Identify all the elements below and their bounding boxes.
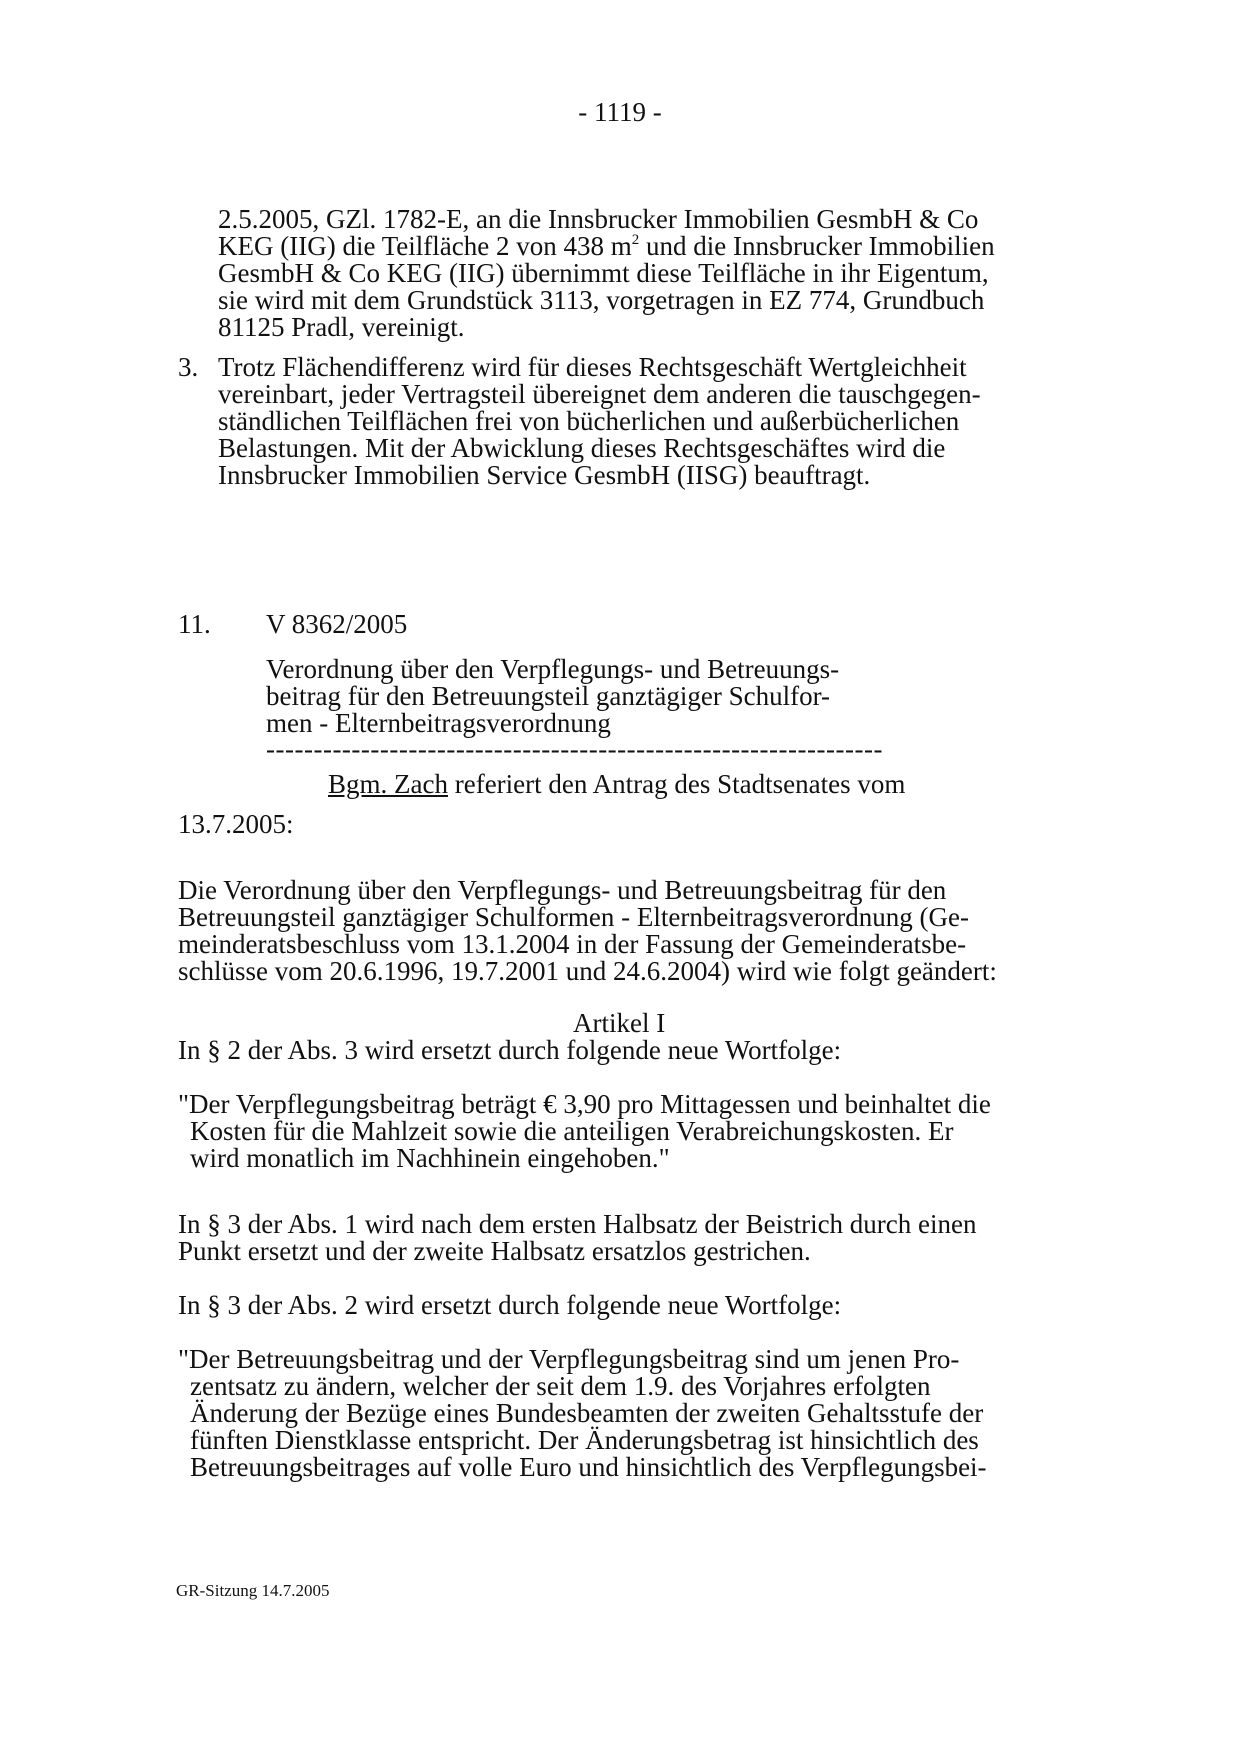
quote2-line-4: fünften Dienstklasse entspricht. Der Änderungsbetrag ist hinsichtlich des (190, 1425, 979, 1455)
separator-line: ----------------------------------------------------------------- (266, 734, 883, 764)
quote2-line-5: Betreuungsbeitrages auf volle Euro und hinsichtlich des Verpflegungsbei- (190, 1452, 987, 1482)
intro-line-2: Betreuungsteil ganztägiger Schulformen - Elternbeitragsverordnung (Ge- (178, 902, 969, 932)
page-number: - 1119 - (578, 97, 662, 127)
agenda-title-line-3: men - Elternbeitragsverordnung (266, 708, 611, 738)
item3-line-2: vereinbart, jeder Vertragsteil übereignet dem anderen die tauschgegen- (218, 379, 981, 409)
item2-line-1: 2.5.2005, GZl. 1782-E, an die Innsbrucker Immobilien GesmbH & Co (218, 204, 979, 234)
report-date: 13.7.2005: (178, 809, 294, 839)
agenda-item-number: 11. (178, 609, 211, 639)
speaker-name: Bgm. Zach (328, 769, 448, 799)
quote2-line-2: zentsatz zu ändern, welcher der seit dem 1.9. des Vorjahres erfolgten (190, 1371, 931, 1401)
paragraph-2-line-2: Punkt ersetzt und der zweite Halbsatz ersatzlos gestrichen. (178, 1236, 811, 1266)
intro-line-3: meinderatsbeschluss vom 13.1.2004 in der Fassung der Gemeinderatsbe- (178, 929, 967, 959)
item3-line-1: Trotz Flächendifferenz wird für dieses Rechtsgeschäft Wertgleichheit (218, 352, 967, 382)
intro-line-4: schlüsse vom 20.6.1996, 19.7.2001 und 24.6.2004) wird wie folgt geändert: (178, 956, 997, 986)
item3-line-4: Belastungen. Mit der Abwicklung dieses Rechtsgeschäftes wird die (218, 433, 946, 463)
item3-number: 3. (178, 352, 199, 382)
item2-line-3: GesmbH & Co KEG (IIG) übernimmt diese Teilfläche in ihr Eigentum, (218, 258, 989, 288)
paragraph-3: In § 3 der Abs. 2 wird ersetzt durch folgende neue Wortfolge: (178, 1290, 842, 1320)
item2-line-2-suffix: und die Innsbrucker Immobilien (646, 231, 995, 261)
report-line (328, 771, 905, 798)
article-heading: Artikel I (573, 1008, 666, 1038)
item2-line-4: sie wird mit dem Grundstück 3113, vorgetragen in EZ 774, Grundbuch (218, 285, 985, 315)
footer-meeting-date: GR-Sitzung 14.7.2005 (176, 1581, 330, 1600)
paragraph-1: In § 2 der Abs. 3 wird ersetzt durch folgende neue Wortfolge: (178, 1035, 842, 1065)
agenda-title-line-1: Verordnung über den Verpflegungs- und Betreuungs- (266, 654, 840, 684)
quote1-line-1: "Der Verpflegungsbeitrag beträgt € 3,90 pro Mittagessen und beinhaltet die (178, 1089, 991, 1119)
quote2-line-1: "Der Betreuungsbeitrag und der Verpflegungsbeitrag sind um jenen Pro- (178, 1344, 960, 1374)
superscript-2: 2 (631, 232, 640, 248)
quote1-line-3: wird monatlich im Nachhinein eingehoben." (190, 1143, 670, 1173)
item3-line-3: ständlichen Teilflächen frei von bücherlichen und außerbücherlichen (218, 406, 960, 436)
intro-line-1: Die Verordnung über den Verpflegungs- und Betreuungsbeitrag für den (178, 875, 947, 905)
agenda-item-reference: V 8362/2005 (266, 609, 408, 639)
report-text: referiert den Antrag des Stadtsenates vom (447, 769, 906, 799)
quote2-line-3: Änderung der Bezüge eines Bundesbeamten der zweiten Gehaltsstufe der (190, 1398, 984, 1428)
item2-line-5: 81125 Pradl, vereinigt. (218, 312, 465, 342)
item3-line-5: Innsbrucker Immobilien Service GesmbH (IISG) beauftragt. (218, 460, 871, 490)
paragraph-2-line-1: In § 3 der Abs. 1 wird nach dem ersten Halbsatz der Beistrich durch einen (178, 1209, 977, 1239)
quote1-line-2: Kosten für die Mahlzeit sowie die anteiligen Verabreichungskosten. Er (190, 1116, 954, 1146)
item2-line-2-prefix: KEG (IIG) die Teilfläche 2 von 438 m (218, 231, 632, 261)
agenda-title-line-2: beitrag für den Betreuungsteil ganztägiger Schulfor- (266, 681, 831, 711)
